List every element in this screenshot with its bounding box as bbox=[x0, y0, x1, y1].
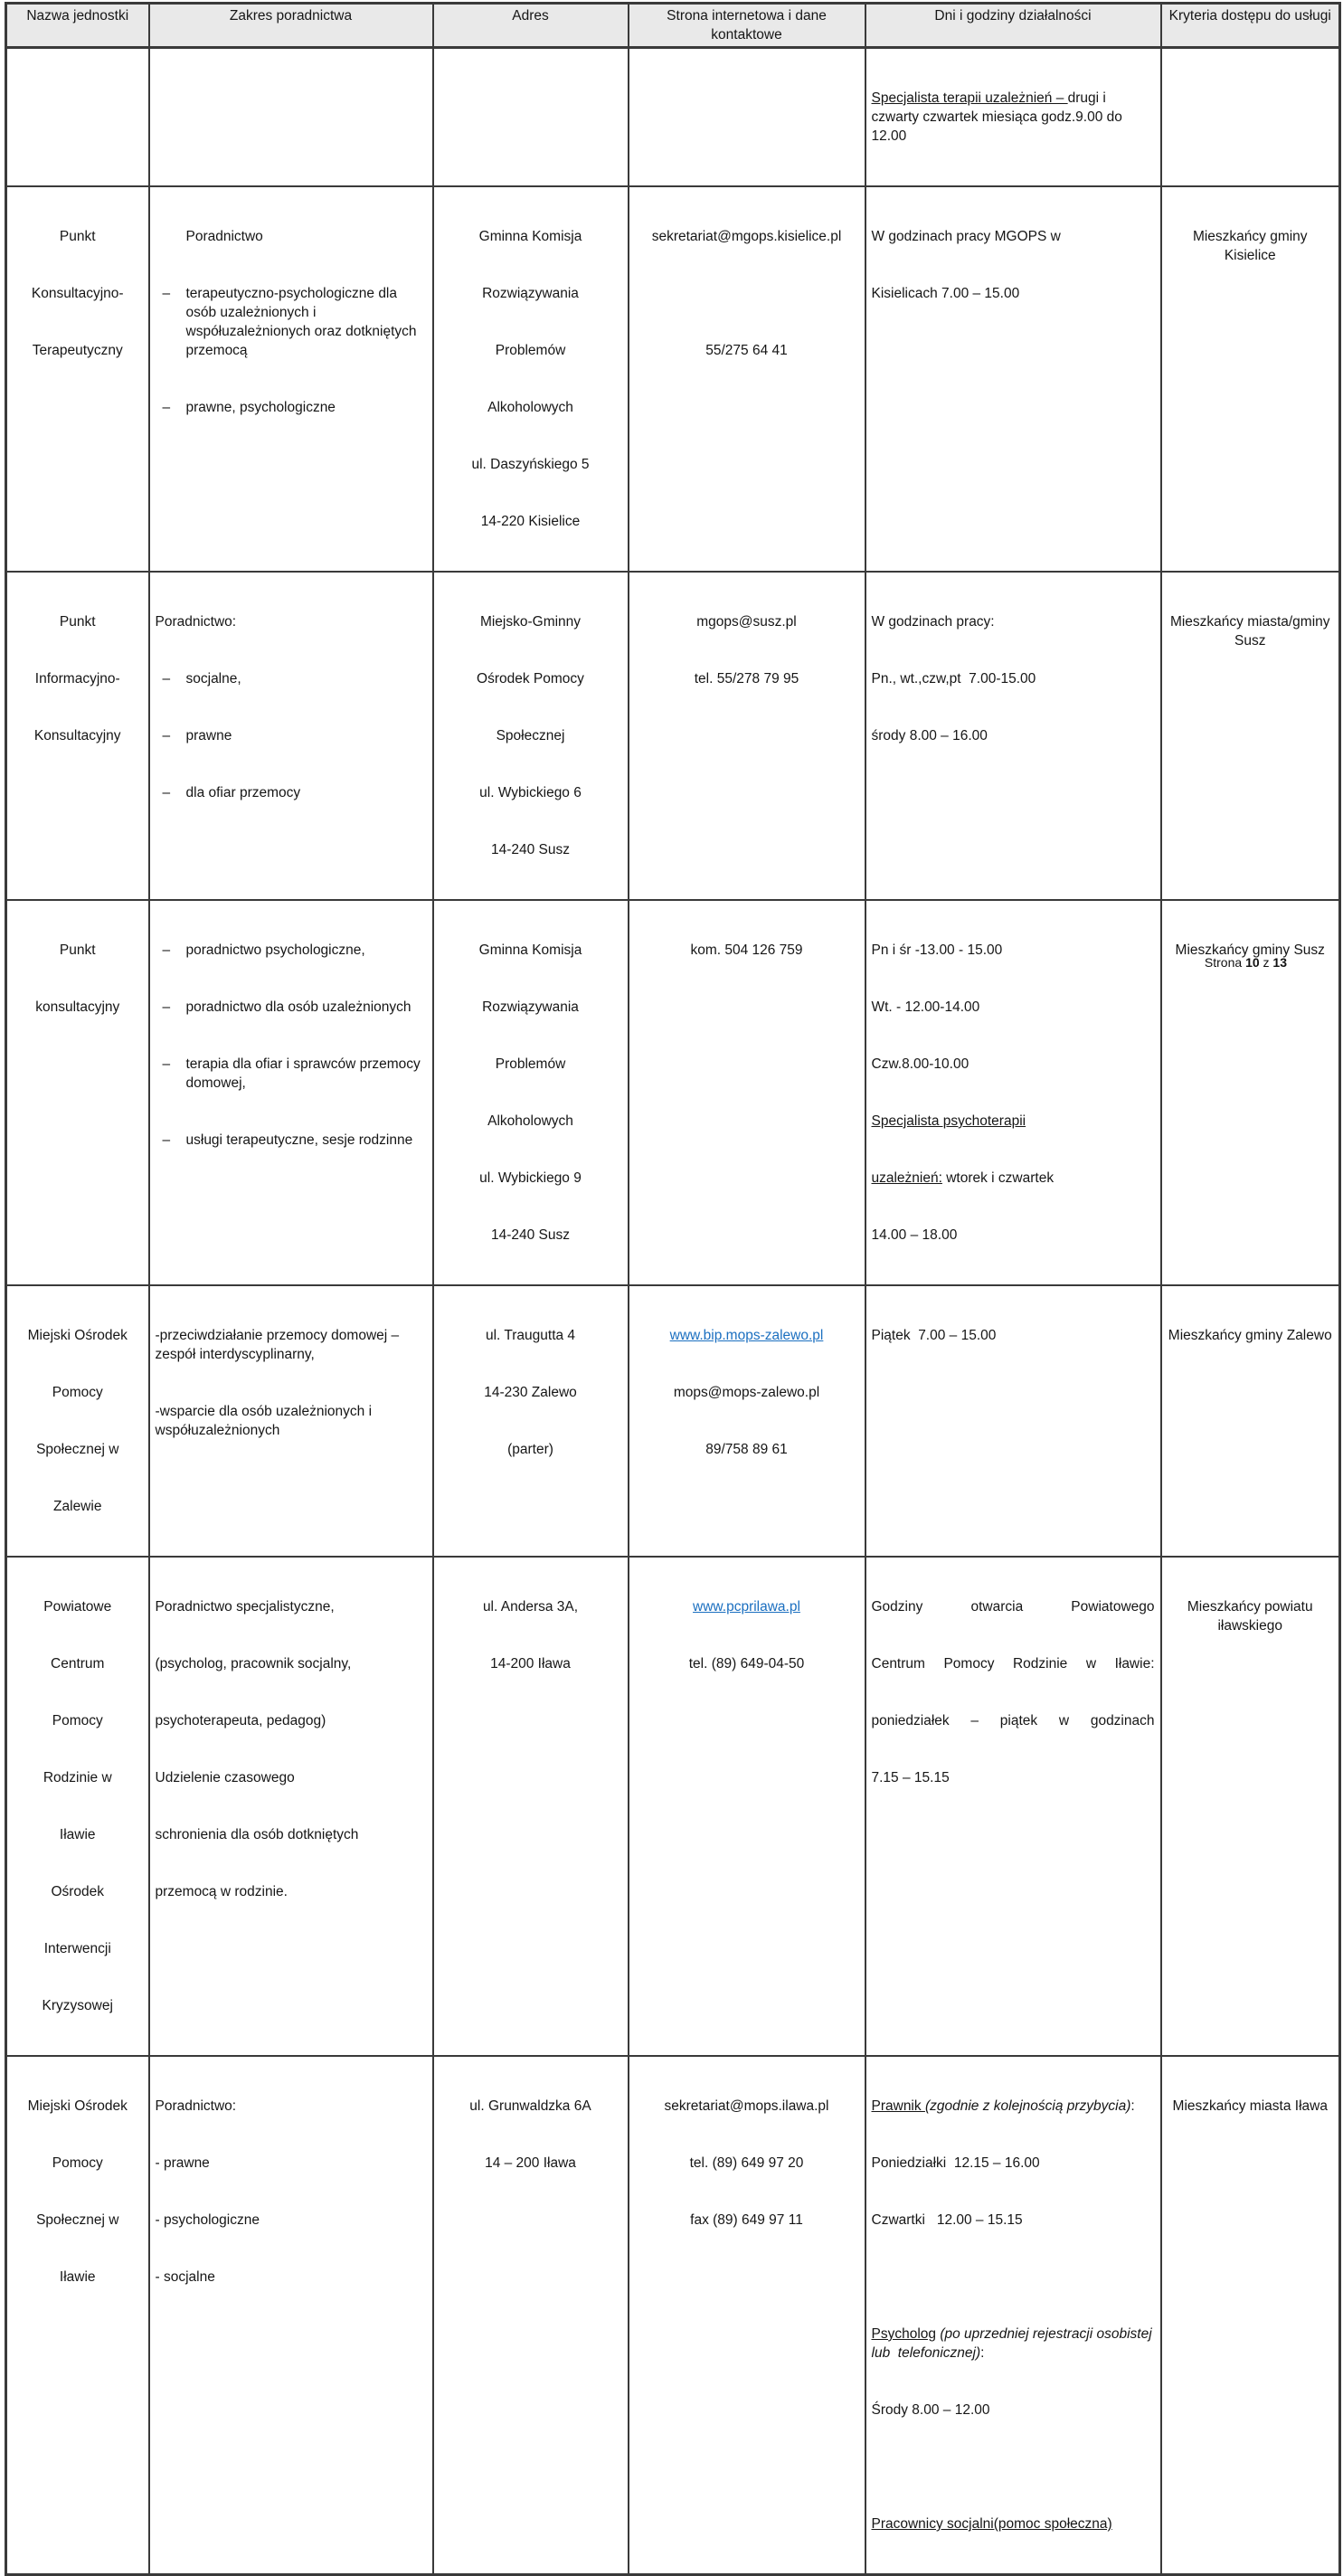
contact-phone: tel. (89) 649 97 20 bbox=[689, 2155, 804, 2171]
unit-name-line: Kryzysowej bbox=[42, 1998, 113, 2013]
address-line: 14-220 Kisielice bbox=[480, 514, 581, 529]
scope-line: - prawne bbox=[155, 2155, 210, 2171]
dash-marker: – bbox=[162, 942, 171, 958]
cell-contact bbox=[629, 186, 865, 572]
hours-line: Poniedziałki 12.15 – 16.00 bbox=[871, 2155, 1040, 2171]
scope-line: (psycholog, pracownik socjalny, bbox=[155, 1656, 352, 1672]
hours-psychologist-heading bbox=[871, 2325, 1160, 2363]
hours-line: 14.00 – 18.00 bbox=[871, 1227, 958, 1243]
dash-marker: – bbox=[162, 1132, 171, 1148]
address-line: Alkoholowych bbox=[487, 1113, 573, 1129]
scope-item bbox=[156, 398, 427, 417]
dash-marker: – bbox=[162, 999, 171, 1015]
hours-line: poniedziałek – piątek w godzinach bbox=[871, 1713, 1155, 1728]
blank-line bbox=[872, 2268, 1155, 2287]
scope-item-text: usługi terapeutyczne, sesje rodzinne bbox=[185, 1132, 413, 1148]
unit-name-line: Miejski Ośrodek bbox=[27, 2098, 128, 2114]
cell-hours bbox=[865, 48, 1161, 187]
footer-prefix: Strona bbox=[1204, 955, 1246, 970]
unit-name-line: Iławie bbox=[59, 1827, 96, 1842]
address-line: Gminna Komisja bbox=[478, 942, 582, 958]
cell-address bbox=[433, 2056, 629, 2575]
scope-item-text: dla ofiar przemocy bbox=[185, 785, 301, 800]
contact-line bbox=[635, 1597, 859, 1616]
unit-name-line: Iławie bbox=[59, 2269, 96, 2285]
criteria-text: Mieszkańcy gminy Susz bbox=[1175, 942, 1325, 958]
cell-scope bbox=[149, 1557, 433, 2056]
col-header-adres: Adres bbox=[433, 4, 629, 48]
col-header-kryteria: Kryteria dostępu do usługi bbox=[1161, 4, 1340, 48]
cell-criteria-empty bbox=[1161, 48, 1340, 187]
criteria-text: Mieszkańcy miasta Iława bbox=[1172, 2098, 1328, 2114]
contact-email: sekretariat@mops.ilawa.pl bbox=[664, 2098, 829, 2114]
cell-contact bbox=[629, 572, 865, 900]
contact-fax: fax (89) 649 97 11 bbox=[690, 2212, 803, 2228]
contact-phone: 89/758 89 61 bbox=[705, 1442, 788, 1457]
cell-name-empty bbox=[6, 48, 149, 187]
hours-line: Centrum Pomocy Rodzinie w Iławie: bbox=[871, 1656, 1155, 1672]
cell-name bbox=[6, 572, 149, 900]
hours-line: Czwartki 12.00 – 15.15 bbox=[871, 2212, 1023, 2228]
cell-hours bbox=[865, 186, 1161, 572]
criteria-text: Mieszkańcy miasta/gminy Susz bbox=[1169, 614, 1334, 649]
unit-name-line: Społecznej w bbox=[36, 1442, 119, 1457]
scope-item bbox=[156, 1131, 427, 1150]
contact-phone: tel. 55/278 79 95 bbox=[694, 671, 799, 687]
scope-line: psychoterapeuta, pedagog) bbox=[155, 1713, 326, 1728]
scope-item bbox=[156, 998, 427, 1017]
unit-name-line: Informacyjno- bbox=[34, 671, 120, 687]
hours-line bbox=[872, 1169, 1155, 1188]
cell-hours bbox=[865, 900, 1161, 1285]
cell-contact bbox=[629, 1285, 865, 1557]
scope-line: - socjalne bbox=[155, 2269, 215, 2285]
contact-line bbox=[635, 1326, 859, 1345]
contact-email: mops@mops-zalewo.pl bbox=[673, 1385, 820, 1400]
scope-item-text: poradnictwo psychologiczne, bbox=[185, 942, 365, 958]
scope-item-text: prawne bbox=[185, 728, 232, 743]
unit-name-line: Pomocy bbox=[52, 1713, 103, 1728]
address-line: Rozwiązywania bbox=[482, 286, 579, 301]
table-header-row bbox=[6, 4, 1340, 48]
scope-line: - psychologiczne bbox=[155, 2212, 260, 2228]
unit-name-line: Społecznej w bbox=[36, 2212, 119, 2228]
hours-colon: : bbox=[980, 2345, 985, 2361]
hours-underlined: Pracownicy socjalni(pomoc społeczna) bbox=[871, 2516, 1112, 2532]
cell-name bbox=[6, 186, 149, 572]
unit-name-line: Punkt bbox=[59, 229, 96, 244]
unit-name-line: Rodzinie w bbox=[43, 1770, 112, 1785]
address-line: ul. Wybickiego 9 bbox=[479, 1170, 582, 1186]
cell-scope bbox=[149, 900, 433, 1285]
table-row-punkt-konsultacyjno-terapeutyczny bbox=[6, 186, 1340, 572]
scope-intro: Poradnictwo bbox=[185, 229, 263, 244]
cell-name bbox=[6, 900, 149, 1285]
address-line: Gminna Komisja bbox=[478, 229, 582, 244]
cell-name bbox=[6, 1557, 149, 2056]
address-line: Rozwiązywania bbox=[482, 999, 579, 1015]
unit-name-line: konsultacyjny bbox=[35, 999, 120, 1015]
link-pcprilawa[interactable]: www.pcprilawa.pl bbox=[693, 1599, 800, 1615]
cell-address bbox=[433, 1285, 629, 1557]
hours-line: Środy 8.00 – 12.00 bbox=[871, 2402, 990, 2418]
footer-separator: z bbox=[1259, 955, 1273, 970]
dash-marker: – bbox=[162, 728, 171, 743]
hours-underlined: Specjalista terapii uzależnień – bbox=[871, 90, 1068, 106]
cell-scope bbox=[149, 1285, 433, 1557]
dash-marker: – bbox=[162, 785, 171, 800]
scope-item-text: terapia dla ofiar i sprawców przemocy domowej, bbox=[185, 1056, 425, 1091]
contact-email: mgops@susz.pl bbox=[696, 614, 797, 630]
address-line: ul. Daszyńskiego 5 bbox=[471, 457, 590, 472]
scope-item bbox=[156, 1055, 427, 1093]
unit-name-line: Pomocy bbox=[52, 2155, 103, 2171]
scope-line: przemocą w rodzinie. bbox=[155, 1884, 288, 1899]
cell-contact bbox=[629, 2056, 865, 2575]
cell-criteria bbox=[1161, 2056, 1340, 2575]
scope-item-text: poradnictwo dla osób uzależnionych bbox=[185, 999, 411, 1015]
address-line: 14-230 Zalewo bbox=[484, 1385, 577, 1400]
address-line: ul. Grunwaldzka 6A bbox=[469, 2098, 591, 2114]
scope-line: Poradnictwo specjalistyczne, bbox=[155, 1599, 335, 1615]
hours-line: Czw.8.00-10.00 bbox=[871, 1056, 969, 1072]
hours-line: Godziny otwarcia Powiatowego bbox=[871, 1599, 1155, 1615]
cell-scope bbox=[149, 2056, 433, 2575]
cell-scope-empty bbox=[149, 48, 433, 187]
cell-address bbox=[433, 186, 629, 572]
hours-underlined: Prawnik bbox=[871, 2098, 925, 2114]
cell-scope bbox=[149, 186, 433, 572]
unit-name-line: Punkt bbox=[59, 942, 96, 958]
cell-address-empty bbox=[433, 48, 629, 187]
address-line: 14-240 Susz bbox=[490, 1227, 571, 1243]
address-line: Alkoholowych bbox=[487, 400, 573, 415]
services-table bbox=[5, 2, 1341, 2576]
criteria-text: Mieszkańcy gminy Zalewo bbox=[1168, 1328, 1332, 1343]
unit-name-line: Terapeutyczny bbox=[32, 343, 123, 358]
contact-phone: 55/275 64 41 bbox=[705, 343, 788, 358]
link-bip-mops-zalewo[interactable]: www.bip.mops-zalewo.pl bbox=[669, 1328, 824, 1343]
scope-line: -przeciwdziałanie przemocy domowej – zespół interdyscyplinarny, bbox=[155, 1328, 403, 1362]
blank-line bbox=[635, 284, 859, 303]
address-line: 14 – 200 Iława bbox=[485, 2155, 576, 2171]
address-line: ul. Andersa 3A, bbox=[482, 1599, 579, 1615]
table-row-pcpr-ilawa bbox=[6, 1557, 1340, 2056]
cell-name bbox=[6, 1285, 149, 1557]
address-line: 14-200 Iława bbox=[490, 1656, 571, 1672]
hours-underlined: uzależnień: bbox=[871, 1170, 942, 1186]
scope-item bbox=[156, 726, 427, 745]
hours-line bbox=[872, 1112, 1155, 1131]
table-row-punkt-informacyjno-konsultacyjny bbox=[6, 572, 1340, 900]
criteria-text: Mieszkańcy powiatu iławskiego bbox=[1187, 1599, 1317, 1634]
hours-line: Pn., wt.,czw,pt 7.00-15.00 bbox=[871, 671, 1036, 687]
hours-line: środy 8.00 – 16.00 bbox=[871, 728, 988, 743]
cell-name bbox=[6, 2056, 149, 2575]
scope-item bbox=[156, 669, 427, 688]
cell-contact-empty bbox=[629, 48, 865, 187]
scope-item-text: terapeutyczno-psychologiczne dla osób uzależnionych i współuzależnionych oraz dotkniętych przemocą bbox=[185, 286, 421, 358]
unit-name-line: Interwencji bbox=[43, 1941, 111, 1956]
hours-rest: wtorek i czwartek bbox=[941, 1170, 1055, 1186]
hours-rest: drugi i czwarty czwartek miesiąca godz.9.00 do 12.00 bbox=[871, 90, 1127, 144]
scope-intro: Poradnictwo: bbox=[155, 614, 237, 630]
scope-line: schronienia dla osób dotkniętych bbox=[155, 1827, 359, 1842]
col-header-dni-godziny: Dni i godziny działalności bbox=[865, 4, 1161, 48]
hours-line: Piątek 7.00 – 15.00 bbox=[871, 1328, 997, 1343]
table-row-continuation bbox=[6, 48, 1340, 187]
hours-line: Wt. - 12.00-14.00 bbox=[871, 999, 980, 1015]
hours-underlined: Psycholog bbox=[871, 2326, 937, 2342]
hours-line: Pn i śr -13.00 - 15.00 bbox=[871, 942, 1003, 958]
table-row-mops-ilawa bbox=[6, 2056, 1340, 2575]
unit-name-line: Konsultacyjny bbox=[33, 728, 121, 743]
contact-phone: kom. 504 126 759 bbox=[690, 942, 803, 958]
hours-lawyer-heading bbox=[872, 2097, 1155, 2116]
contact-phone: tel. (89) 649-04-50 bbox=[688, 1656, 805, 1672]
unit-name-line: Punkt bbox=[59, 614, 96, 630]
address-line: ul. Wybickiego 6 bbox=[479, 785, 582, 800]
hours-line: 7.15 – 15.15 bbox=[871, 1770, 950, 1785]
address-line: Problemów bbox=[495, 343, 566, 358]
table-row-punkt-konsultacyjny bbox=[6, 900, 1340, 1285]
hours-italic: (zgodnie z kolejnością przybycia) bbox=[924, 2098, 1131, 2114]
unit-name-line: Pomocy bbox=[52, 1385, 103, 1400]
scope-line: -wsparcie dla osób uzależnionych i współuzależnionych bbox=[155, 1404, 376, 1438]
hours-underlined: Specjalista psychoterapii bbox=[871, 1113, 1026, 1129]
address-line: 14-240 Susz bbox=[490, 842, 571, 857]
footer-total-pages: 13 bbox=[1272, 955, 1287, 970]
cell-criteria bbox=[1161, 186, 1340, 572]
footer-page-number: 10 bbox=[1245, 955, 1260, 970]
cell-hours bbox=[865, 2056, 1161, 2575]
scope-item-text: socjalne, bbox=[185, 671, 241, 687]
unit-name-line: Miejski Ośrodek bbox=[27, 1328, 128, 1343]
hours-line: W godzinach pracy: bbox=[871, 614, 995, 630]
dash-marker: – bbox=[162, 400, 171, 415]
scope-line: Udzielenie czasowego bbox=[155, 1770, 295, 1785]
cell-hours bbox=[865, 1557, 1161, 2056]
hours-line: W godzinach pracy MGOPS w bbox=[871, 229, 1061, 244]
page-number-footer bbox=[1205, 955, 1287, 970]
hours-colon: : bbox=[1130, 2098, 1135, 2114]
scope-line: Poradnictwo: bbox=[155, 2098, 237, 2114]
address-line: Miejsko-Gminny bbox=[479, 614, 582, 630]
address-line: Społecznej bbox=[496, 728, 565, 743]
unit-name-line: Centrum bbox=[51, 1656, 105, 1672]
cell-hours bbox=[865, 1285, 1161, 1557]
unit-name-line: Ośrodek bbox=[51, 1884, 105, 1899]
col-header-nazwa-jednostki: Nazwa jednostki bbox=[6, 4, 149, 48]
scope-item bbox=[156, 284, 427, 360]
address-line: Problemów bbox=[495, 1056, 566, 1072]
cell-criteria bbox=[1161, 1285, 1340, 1557]
criteria-text: Mieszkańcy gminy Kisielice bbox=[1192, 229, 1311, 263]
hours-italic: (po uprzedniej rejestracji osobistej lub telefonicznej) bbox=[871, 2326, 1160, 2361]
hours-text bbox=[872, 89, 1155, 146]
address-line: ul. Traugutta 4 bbox=[485, 1328, 576, 1343]
cell-address bbox=[433, 572, 629, 900]
contact-email: sekretariat@mgops.kisielice.pl bbox=[651, 229, 842, 244]
hours-social-heading bbox=[872, 2514, 1155, 2533]
cell-criteria bbox=[1161, 1557, 1340, 2056]
col-header-zakres-poradnictwa: Zakres poradnictwa bbox=[149, 4, 433, 48]
hours-line: Kisielicach 7.00 – 15.00 bbox=[871, 286, 1020, 301]
cell-contact bbox=[629, 900, 865, 1285]
blank-line bbox=[872, 2458, 1155, 2477]
address-line: Ośrodek Pomocy bbox=[477, 671, 584, 687]
unit-name-line: Powiatowe bbox=[43, 1599, 112, 1615]
scope-item bbox=[156, 783, 427, 802]
cell-scope bbox=[149, 572, 433, 900]
dash-marker: – bbox=[162, 671, 171, 687]
cell-address bbox=[433, 1557, 629, 2056]
dash-marker: – bbox=[162, 1056, 171, 1072]
cell-hours bbox=[865, 572, 1161, 900]
scope-item bbox=[156, 941, 427, 960]
cell-contact bbox=[629, 1557, 865, 2056]
unit-name-line: Zalewie bbox=[53, 1499, 102, 1514]
cell-criteria bbox=[1161, 572, 1340, 900]
table-row-mops-zalewo bbox=[6, 1285, 1340, 1557]
cell-address bbox=[433, 900, 629, 1285]
col-header-strona-internetowa: Strona internetowa i dane kontaktowe bbox=[629, 4, 865, 48]
unit-name-line: Konsultacyjno- bbox=[31, 286, 124, 301]
scope-item-text: prawne, psychologiczne bbox=[185, 400, 336, 415]
dash-marker: – bbox=[162, 286, 171, 301]
address-line: (parter) bbox=[507, 1442, 553, 1457]
